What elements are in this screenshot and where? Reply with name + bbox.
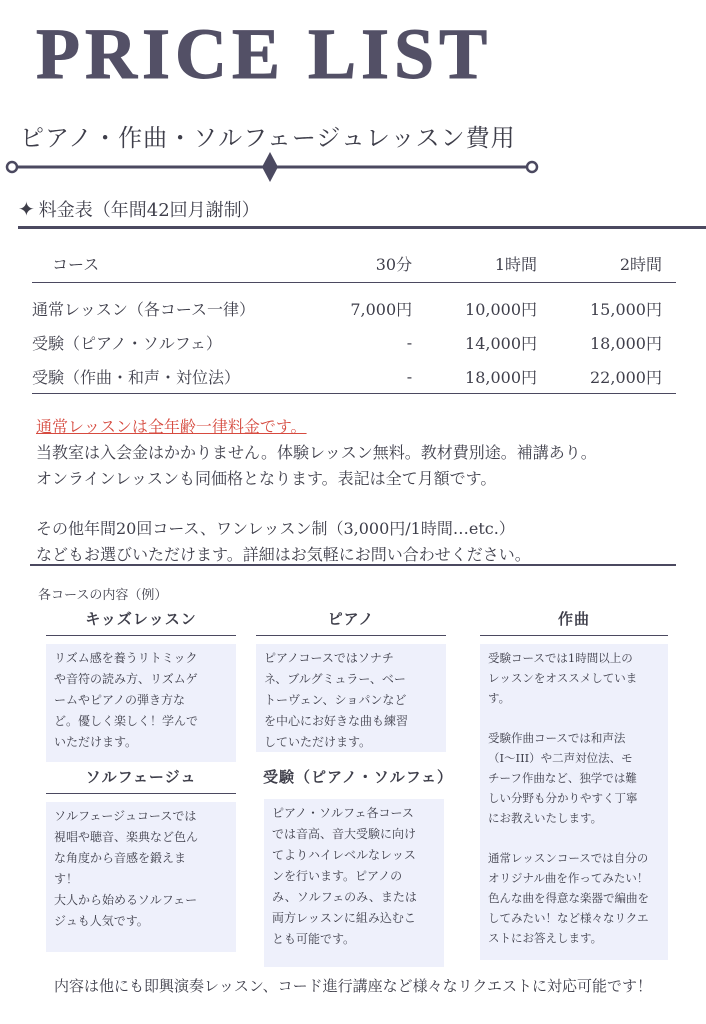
card-line: ピアノ・ソルフェ各コース <box>272 806 414 820</box>
card-line: とも可能です。 <box>272 932 356 946</box>
table-cell: 22,000円 <box>551 359 676 394</box>
card-body <box>256 644 446 752</box>
table-cell: 10,000円 <box>465 299 538 319</box>
table-cell: 通常レッスン（各コース一律） <box>32 299 256 319</box>
price-table <box>32 244 676 394</box>
card-title: キッズレッスン <box>46 608 236 636</box>
notes-divider <box>30 564 676 566</box>
card-line: な角度から音感を鍛えま <box>54 851 187 865</box>
table-row <box>32 359 676 394</box>
card-line: 大人から始めるソルフェー <box>54 893 198 907</box>
table-cell: - <box>406 332 413 352</box>
column-header: 1時間 <box>494 254 538 274</box>
card-line: してみたい！など様々なリクエ <box>488 911 649 925</box>
card-line: ームやピアノの弾き方な <box>54 693 186 707</box>
ornament-divider <box>0 150 560 184</box>
course-card-solfege <box>46 766 236 952</box>
course-card-piano <box>256 608 446 752</box>
card-line: リズム感を養うリトミック <box>54 651 198 665</box>
star-icon: ✦ <box>18 197 35 221</box>
highlight-note: 通常レッスンは全年齢一律料金です。 <box>36 417 307 436</box>
table-cell: 18,000円 <box>426 359 551 394</box>
notes-block <box>36 414 597 568</box>
card-line: ピアノコースではソナチ <box>264 651 394 665</box>
card-line: にお教えいたします。 <box>488 811 603 825</box>
card-line: を中心にお好きな曲も練習 <box>264 714 409 728</box>
card-title: ピアノ <box>256 608 446 636</box>
card-line: 両方レッスンに組み込むこ <box>272 911 416 925</box>
card-line: では音高、音大受験に向け <box>272 827 417 841</box>
card-line: トーヴェン、ショパンなど <box>264 693 407 707</box>
page-subtitle: ピアノ・作曲・ソルフェージュレッスン費用 <box>20 124 516 152</box>
course-card-kids <box>46 608 236 762</box>
card-body <box>264 799 444 967</box>
note-line: その他年間20回コース、ワンレッスン制（3,000円/1時間…etc.） <box>36 519 515 538</box>
table-cell: 15,000円 <box>590 299 662 319</box>
card-line: ど。優しく楽しく！学んで <box>54 714 199 728</box>
card-line: す。 <box>488 691 511 705</box>
card-line: ネ、ブルグミュラー、ベー <box>264 672 406 686</box>
card-line: ストにお答えします。 <box>488 931 603 945</box>
card-line: （I〜III）や二声対位法、モ <box>488 751 633 765</box>
card-line: 視唱や聴音、楽典など色ん <box>54 830 199 844</box>
card-line: 色んな曲を得意な楽器で編曲を <box>488 891 649 905</box>
column-header: コース <box>52 254 100 274</box>
table-cell: 7,000円 <box>350 299 413 319</box>
card-line: ジュも人気です。 <box>54 914 149 928</box>
card-line: チーフ作曲など、独学では難 <box>488 771 637 785</box>
card-title: 作曲 <box>480 608 668 636</box>
card-line: 通常レッスンコースでは自分の <box>488 851 649 865</box>
table-row <box>32 325 676 359</box>
table-cell: 14,000円 <box>465 333 538 353</box>
card-line: ソルフェージュコースでは <box>54 809 197 823</box>
card-line: 受験作曲コースでは和声法 <box>488 731 626 745</box>
course-card-exam <box>256 766 460 967</box>
column-header: 2時間 <box>619 254 662 274</box>
table-row <box>32 283 676 326</box>
section-divider <box>18 226 706 229</box>
table-cell: - <box>316 359 426 394</box>
card-body <box>46 802 236 952</box>
card-line: や音符の読み方、リズムゲ <box>54 672 198 686</box>
note-line: などもお選びいただけます。詳細はお気軽にお問い合わせください。 <box>36 545 531 564</box>
card-line: オリジナル曲を作ってみたい！ <box>488 871 649 885</box>
card-line: てよりハイレベルなレッス <box>272 848 416 862</box>
card-line: いただけます。 <box>54 735 138 749</box>
card-title: ソルフェージュ <box>46 766 236 794</box>
table-cell: 18,000円 <box>590 333 662 353</box>
card-line: レッスンをオススメしていま <box>488 671 638 685</box>
fee-section-heading: ✦ 料金表（年間42回月謝制） <box>18 197 260 221</box>
card-line: していただけます。 <box>264 735 372 749</box>
course-card-composition <box>480 608 668 960</box>
courses-label: 各コースの内容（例） <box>38 588 168 603</box>
card-title: 受験（ピアノ・ソルフェ） <box>262 768 454 786</box>
card-line: す！ <box>54 872 79 886</box>
table-header-row <box>32 244 676 283</box>
card-line: 受験コースでは1時間以上の <box>488 651 633 665</box>
card-body <box>46 644 236 762</box>
column-header: 30分 <box>375 254 413 274</box>
diamond-icon <box>262 152 278 182</box>
card-line: み、ソルフェのみ、または <box>272 890 417 904</box>
table-cell: 受験（作曲・和声・対位法） <box>32 359 316 394</box>
table-cell: 受験（ピアノ・ソルフェ） <box>32 333 222 353</box>
note-line: オンラインレッスンも同価格となります。表記は全て月額です。 <box>36 469 497 488</box>
note-line: 当教室は入会金はかかりません。体験レッスン無料。教材費別途。補講あり。 <box>36 443 597 462</box>
card-line: しい分野も分かりやすく丁寧 <box>488 791 638 805</box>
page-title: PRICE LIST <box>36 14 493 94</box>
card-body <box>480 644 668 960</box>
footer-note: 内容は他にも即興演奏レッスン、コード進行講座など様々なリクエストに対応可能です！ <box>53 977 653 995</box>
card-line: ンを行います。ピアノの <box>272 869 403 883</box>
